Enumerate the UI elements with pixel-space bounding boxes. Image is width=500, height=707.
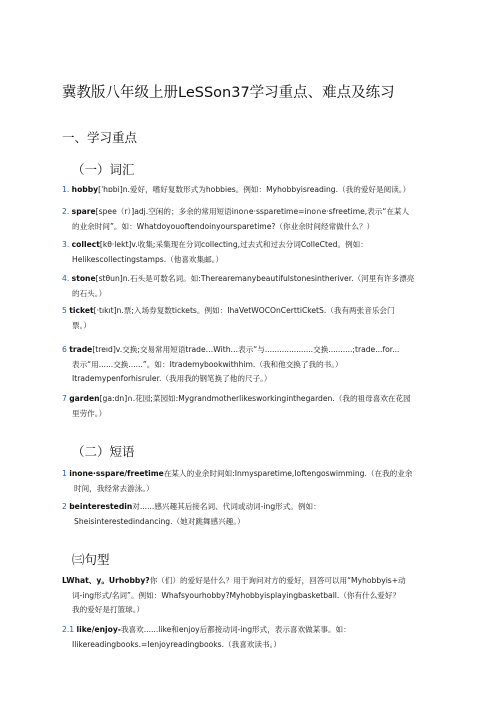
entry-term: inone·sspare/freetime xyxy=(69,469,164,478)
subsection-heading-phrases: （二）短语 xyxy=(72,444,135,459)
entry-number: 2.1 xyxy=(62,625,77,634)
entry-line-continued: 的石头。） xyxy=(72,288,107,298)
entry-line-continued: 里劳作。） xyxy=(72,408,107,418)
entry-text: [treıd]v.交换;交易常用短语trade…With…表示“与....................交换..........;trade...for... xyxy=(92,345,400,354)
entry-line-continued: 时间，我经常去游泳。） xyxy=(74,483,154,493)
entry-text: 在某人的业余时间如:Inmysparetime,Ioftengoswimming.（在我的业余 xyxy=(163,469,413,478)
entry-term: LWhat、y。Urhobby? xyxy=(62,576,150,585)
entry-term: garden xyxy=(69,394,100,403)
entry-line-continued: 票。） xyxy=(72,320,91,330)
entry-line-continued: 表示“用......交换......”。如：Itrademybookwithhim.（我和他交换了我的书。） xyxy=(72,359,343,369)
entry-line-first xyxy=(62,392,411,407)
document-title: 冀教版八年级上册LeSSon37学习重点、难点及练习 xyxy=(62,85,395,101)
entry-number: 3. xyxy=(62,240,72,249)
subsection-heading-sentences: ㈢句型 xyxy=(72,552,110,567)
entry-text: 对......感兴趣其后接名词、代词或动词-ing形式。例如： xyxy=(132,502,321,511)
entry-text: [·tıkıt]n.票;入场券复数tickets。例如：IhaVetWOCOnCerttiCketS.（我有两张音乐会门 xyxy=(93,306,395,315)
entry-line-first xyxy=(62,183,410,198)
entry-line-continued: 我的爱好是打篮球。） xyxy=(72,605,145,614)
entry-line-first xyxy=(62,623,351,638)
entry-number: 7 xyxy=(62,394,70,403)
entry-number: 2. xyxy=(62,207,72,216)
entry-line-first xyxy=(62,304,395,319)
entry-term: ticket xyxy=(69,306,94,315)
entry-text: [kθ·lekt]v.收集;采集现在分词collecting,过去式和过去分词ColleCted。例如： xyxy=(99,240,368,249)
section-heading: 一、学习重点 xyxy=(62,130,138,145)
entry-line-continued: 的业余时间”。如：Whatdoyouoftendoinyoursparetime?（你业余时间经常做什么？） xyxy=(72,221,375,231)
entry-line-first xyxy=(62,205,409,220)
entry-text: [stθun]n.石头是可数名词。如:Therearemanybeautifulstonesintheriver.（河里有许多漂亮 xyxy=(95,274,415,283)
entry-term: stone xyxy=(71,274,96,283)
entry-term: hobby xyxy=(71,185,99,194)
entry-line-continued: Helikescollectingstamps.（他喜欢集邮。） xyxy=(72,254,224,264)
entry-text: [spee（r）]adj.空闲的；多余的常用短语ino∩e·ssparetime=ino∩e·sfreetime,表示“在某人 xyxy=(95,207,410,216)
entry-term: like/enjoy- xyxy=(76,625,121,634)
entry-term: spare xyxy=(71,207,96,216)
entry-line-continued: 词-ing形式/名词”。例如：Whafsyourhobby?Myhobbyisplayingbasketball.（你有什么爱好？ xyxy=(72,590,401,600)
entry-term: beinterestedin xyxy=(69,502,133,511)
entry-number: 1. xyxy=(62,185,72,194)
entry-line-first xyxy=(62,272,414,287)
entry-term: trade xyxy=(69,345,93,354)
subsection-heading-vocab: （一）词汇 xyxy=(72,162,135,177)
entry-number: 4. xyxy=(62,274,72,283)
entry-term: collect xyxy=(71,240,100,249)
entry-text: 你（们）的爱好是什么？用于询问对方的爱好，回答可以用“Myhobbyis+动 xyxy=(149,576,406,585)
entry-number: 6 xyxy=(62,345,70,354)
entry-line-continued: Sheisinterestedindancing.（她对跳舞感兴趣。） xyxy=(74,516,245,526)
entry-number: 2 xyxy=(62,502,70,511)
entry-line-first xyxy=(62,500,321,515)
entry-line-continued: Ilikereadingbooks.=Ienjoyreadingbooks.（我喜欢读书。） xyxy=(72,639,281,649)
entry-text: [ˈhɒbi]n.爱好，嗜好复数形式为hobbies。例如：Myhobbyisreading.（我的爱好是阅读。） xyxy=(98,185,411,194)
entry-line-continued: Itrademypenforhisruler.（我用我的钢笔换了他的尺子。） xyxy=(72,374,272,383)
entry-line-first xyxy=(62,574,406,589)
entry-line-first xyxy=(62,467,412,482)
entry-number: 1 xyxy=(62,469,70,478)
entry-line-first xyxy=(62,238,368,253)
entry-text: [ga:dn]∩.花园;菜园如:Mygrandmotherlikesworkinginthegarden.（我的祖母喜欢在花园 xyxy=(99,394,411,403)
entry-line-first xyxy=(62,343,399,358)
entry-number: 5 xyxy=(62,306,70,315)
entry-text: 我喜欢......like和enjoy后都接动词-ing形式，表示喜欢做某事。如： xyxy=(120,625,351,634)
